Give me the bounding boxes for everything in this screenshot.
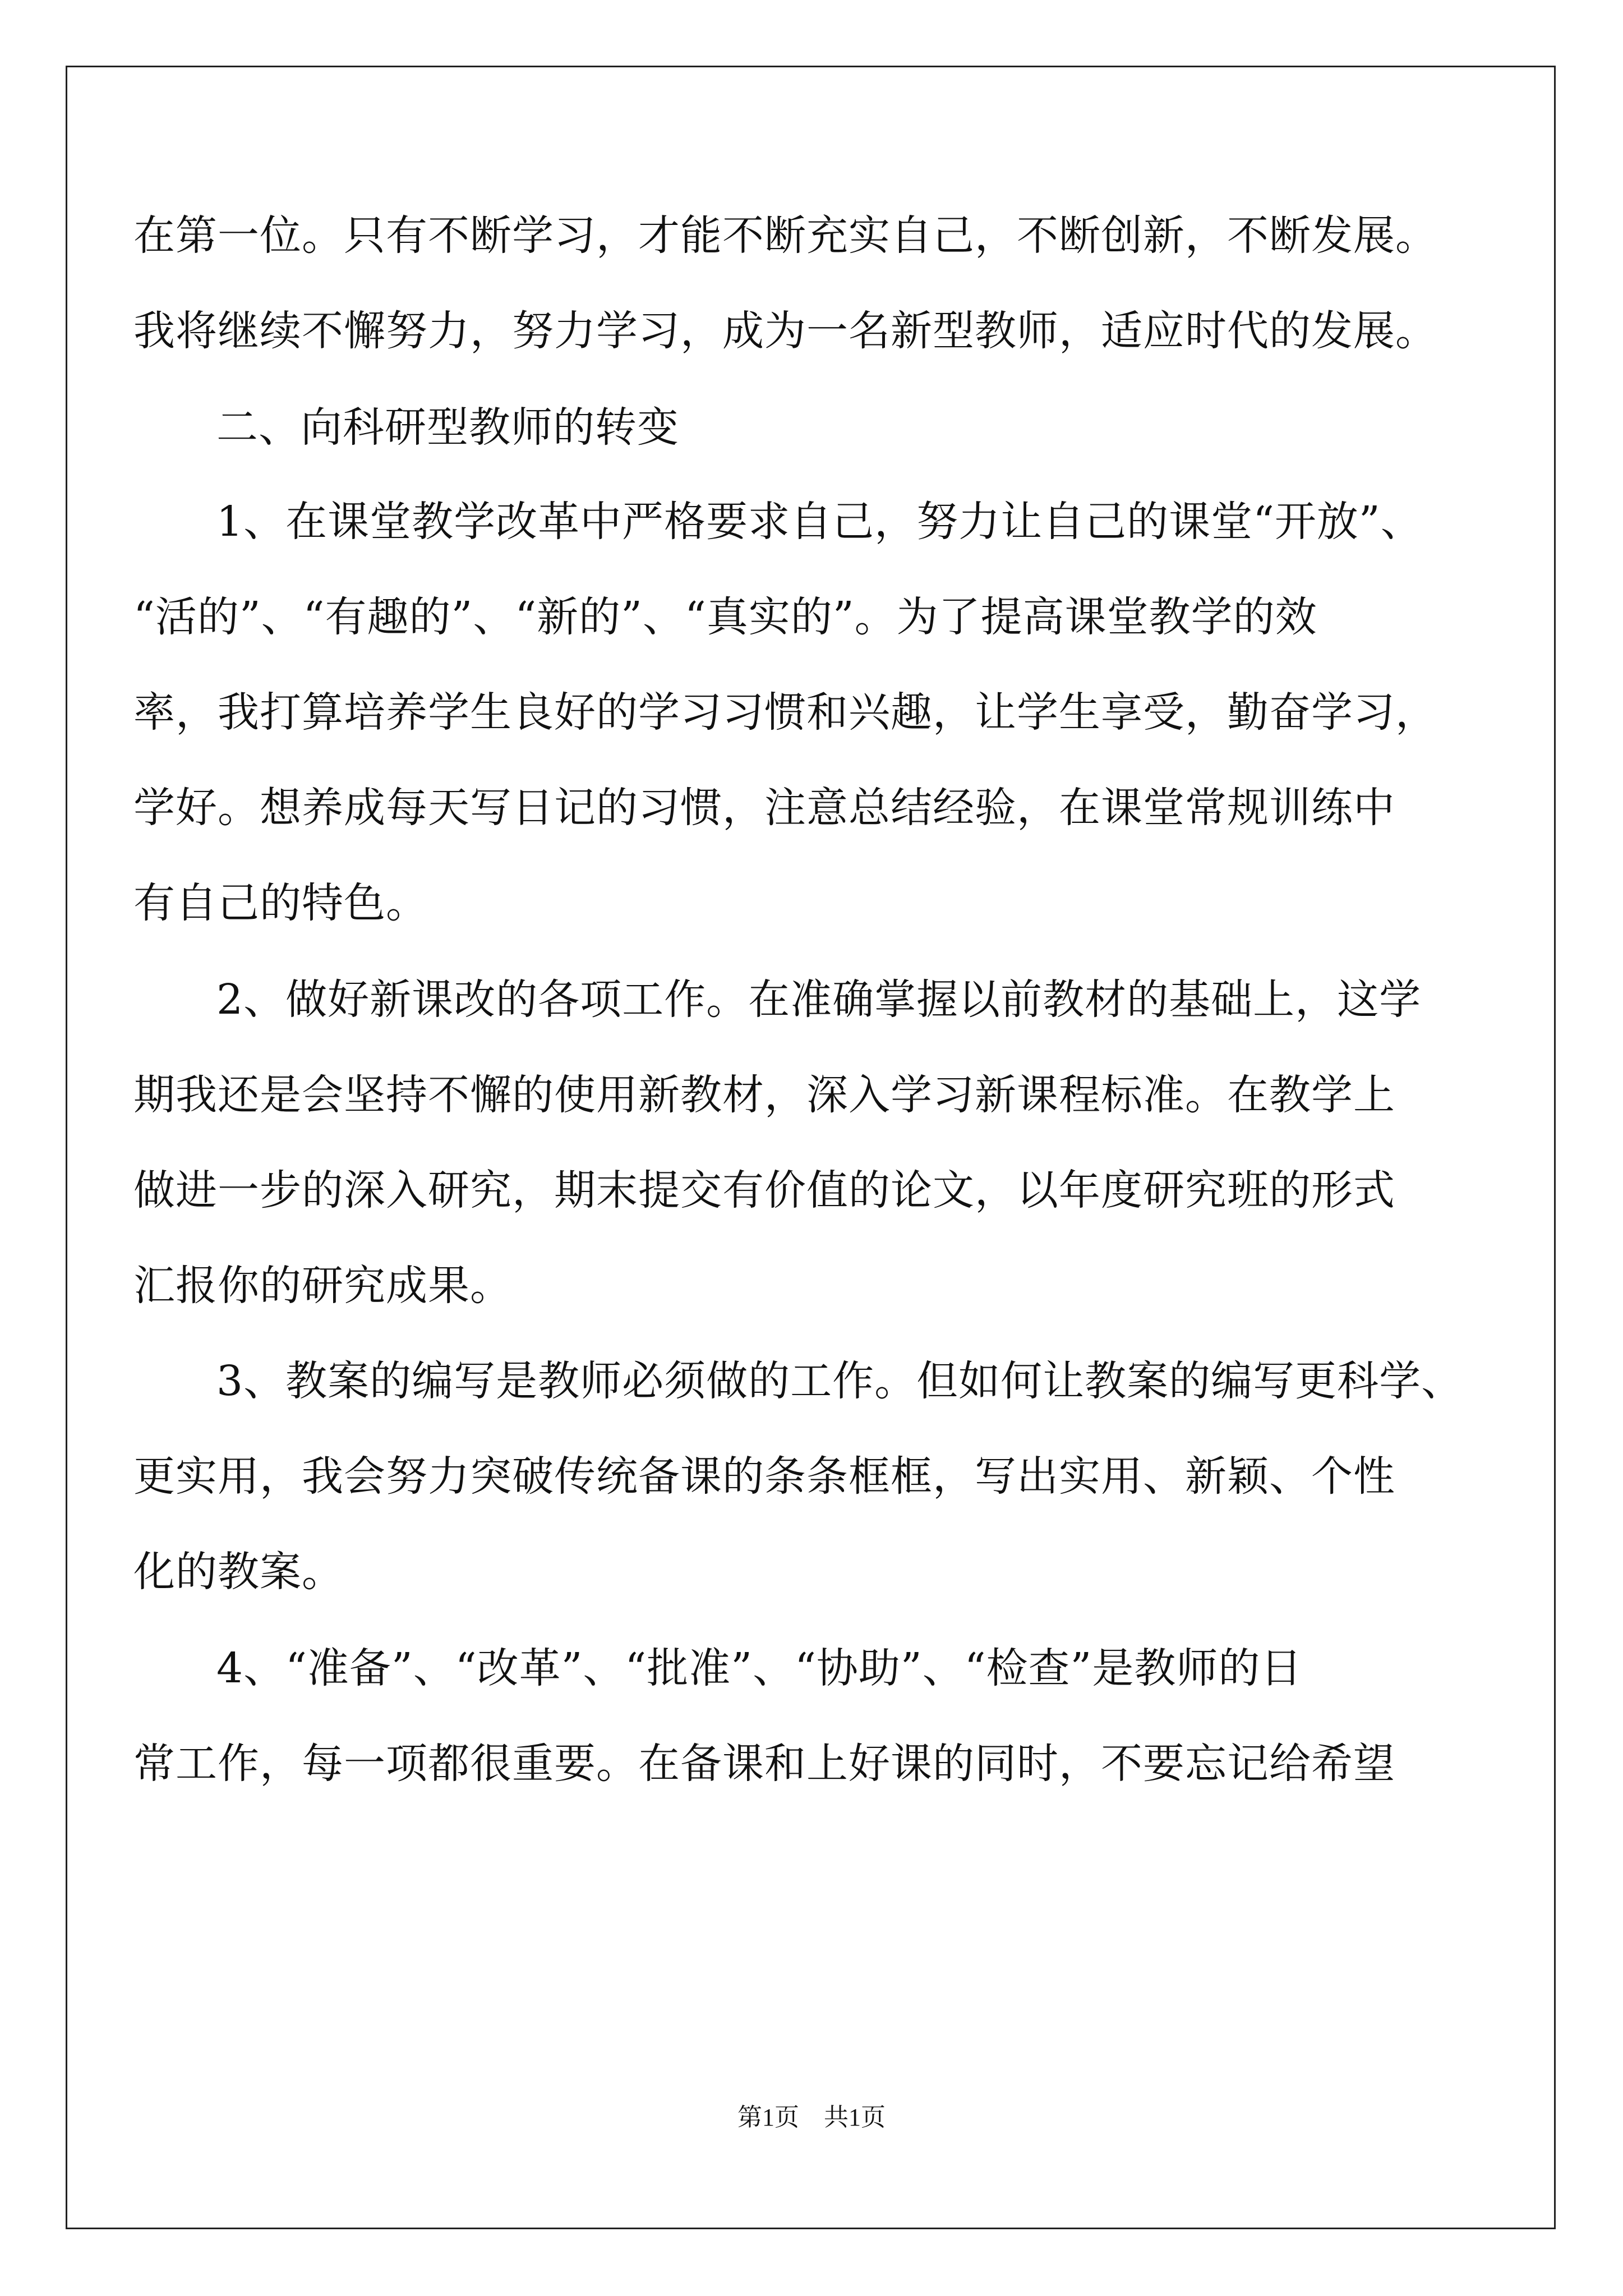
text-line: 常工作，每一项都很重要。在备课和上好课的同时，不要忘记给希望: [133, 1740, 1395, 1788]
text-line: 3、教案的编写是教师必须做的工作。但如何让教案的编写更科学、: [216, 1357, 1464, 1405]
page-border: [66, 66, 1556, 2229]
text-line: 在第一位。只有不断学习，才能不断充实自己，不断创新，不断发展。: [133, 211, 1437, 260]
text-line: “活的”、“有趣的”、“新的”、“真实的”。为了提高课堂教学的效: [133, 593, 1317, 641]
text-line: 学好。想养成每天写日记的习惯，注意总结经验，在课堂常规训练中: [133, 784, 1395, 832]
section-heading: 二、向科研型教师的转变: [216, 403, 679, 452]
text-line: 汇报你的研究成果。: [133, 1262, 512, 1310]
text-line: 做进一步的深入研究，期末提交有价值的论文，以年度研究班的形式: [133, 1166, 1395, 1214]
text-line: 2、做好新课改的各项工作。在准确掌握以前教材的基础上，这学: [216, 976, 1422, 1024]
page-footer: 第1页 共1页: [737, 2104, 886, 2131]
text-line: 我将继续不懈努力，努力学习，成为一名新型教师，适应时代的发展。: [133, 307, 1437, 355]
text-line: 更实用，我会努力突破传统备课的条条框框，写出实用、新颖、个性: [133, 1452, 1395, 1501]
text-line: 率，我打算培养学生良好的学习习惯和兴趣，让学生享受，勤奋学习，: [133, 688, 1437, 737]
text-line: 化的教案。: [133, 1548, 344, 1596]
text-line: 有自己的特色。: [133, 879, 428, 927]
text-line: 4、“准备”、“改革”、“批准”、“协助”、“检查”是教师的日: [216, 1644, 1303, 1692]
text-line: 期我还是会坚持不懈的使用新教材，深入学习新课程标准。在教学上: [133, 1071, 1395, 1119]
text-line: 1、在课堂教学改革中严格要求自己，努力让自己的课堂“开放”、: [216, 498, 1423, 546]
